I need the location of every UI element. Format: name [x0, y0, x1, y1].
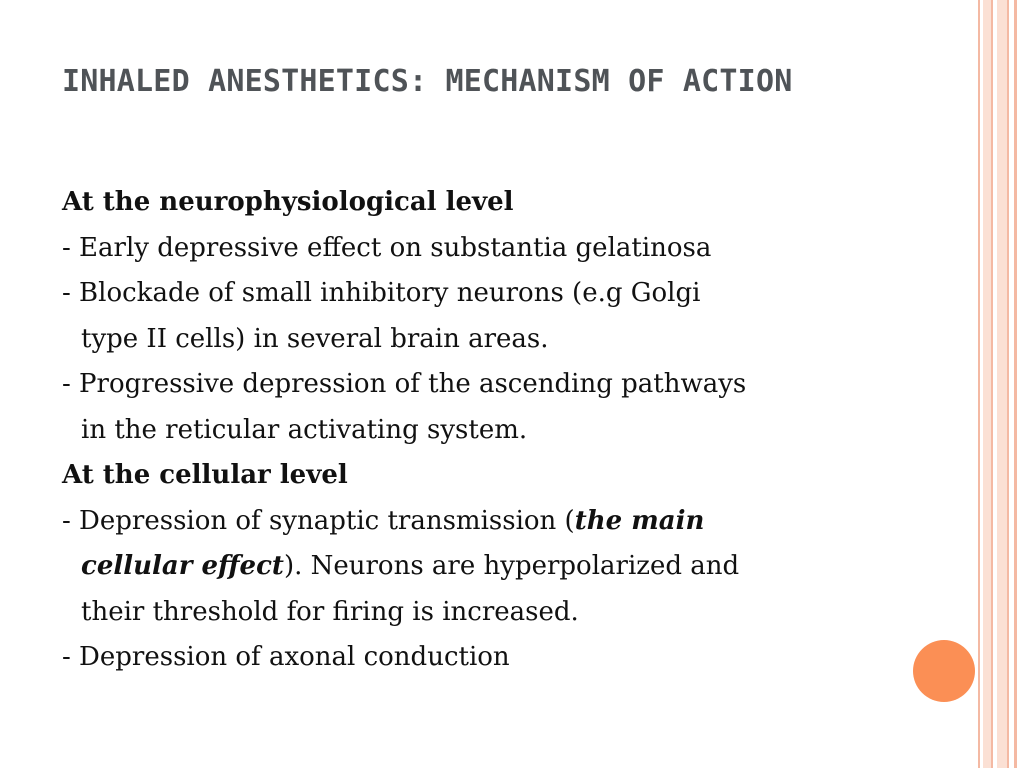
section-heading-neurophysiological: At the neurophysiological level: [62, 187, 514, 217]
bullet-axonal-conduction: - Depression of axonal conduction: [62, 642, 510, 672]
slide-body: [62, 180, 942, 681]
bullet-ascending-pathways: - Progressive depression of the ascending pathways: [62, 369, 747, 399]
edge-stripe: [1007, 0, 1009, 768]
slide-title: INHALED ANESTHETICS: MECHANISM OF ACTION: [62, 64, 793, 99]
edge-stripe: [997, 0, 1007, 768]
bullet-ascending-pathways-cont: in the reticular activating system.: [81, 414, 528, 445]
bullet-inhibitory-neurons-cont: type II cells) in several brain areas.: [81, 323, 549, 354]
emphasis-text: the main: [574, 505, 705, 536]
bullet-inhibitory-neurons: - Blockade of small inhibitory neurons (e.g Golgi: [62, 278, 701, 308]
bullet-synaptic-transmission-cont: [62, 544, 942, 590]
bullet-text: - Depression of synaptic transmission (: [62, 505, 575, 536]
edge-stripe: [978, 0, 980, 768]
bullet-substantia-gelatinosa: - Early depressive effect on substantia gelatinosa: [62, 232, 712, 263]
bullet-synaptic-transmission: [62, 499, 942, 545]
edge-stripe: [991, 0, 993, 768]
emphasis-text: cellular effect: [81, 551, 284, 581]
edge-stripe: [1014, 0, 1017, 768]
bullet-synaptic-transmission-cont2: their threshold for firing is increased.: [81, 596, 579, 627]
section-heading-cellular: At the cellular level: [62, 460, 348, 490]
bullet-text: ). Neurons are hyperpolarized and: [283, 551, 740, 581]
edge-stripe: [983, 0, 991, 768]
